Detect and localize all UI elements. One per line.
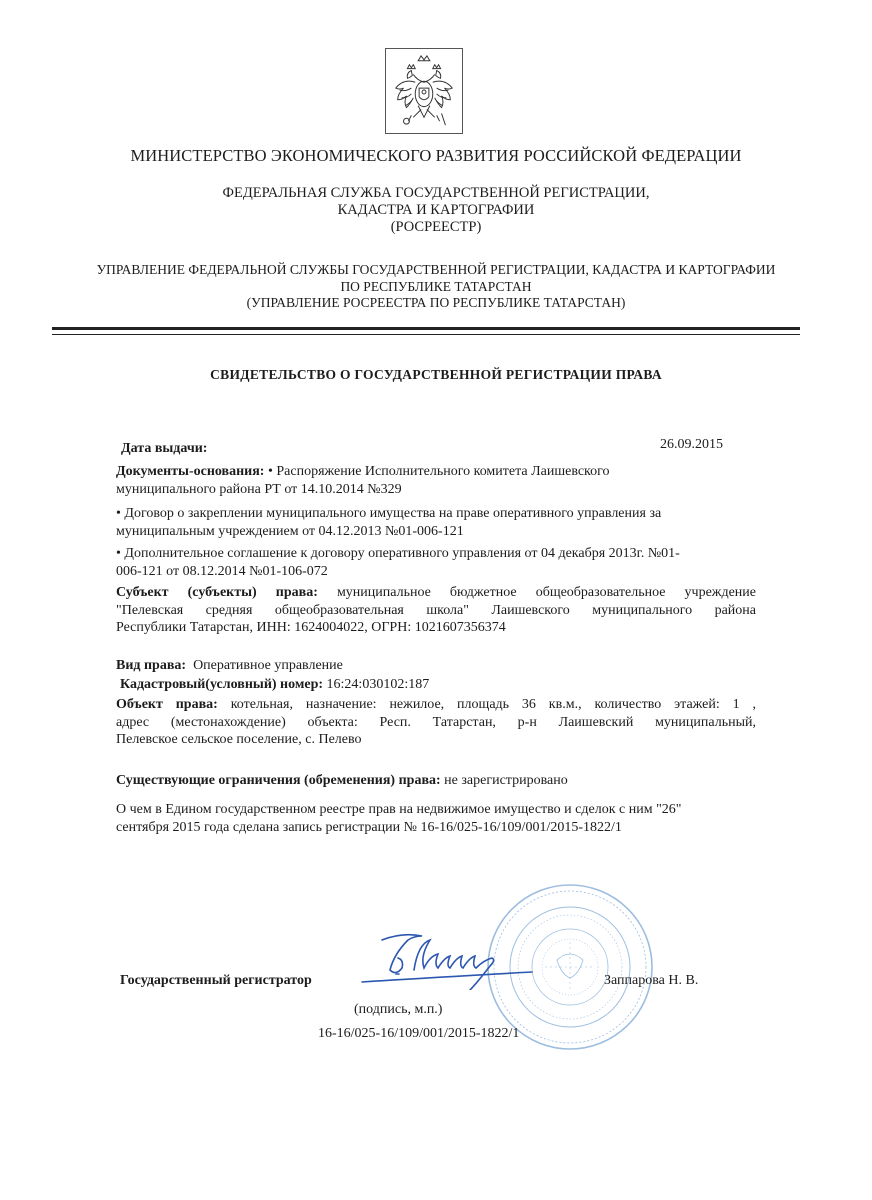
cadastral-value: 16:24:030102:187 <box>326 677 430 692</box>
registrar-name: Заппарова Н. В. <box>604 973 699 988</box>
signature-note: (подпись, м.п.) <box>354 1002 443 1017</box>
documents-section <box>116 463 756 498</box>
department-line: УПРАВЛЕНИЕ ФЕДЕРАЛЬНОЙ СЛУЖБЫ ГОСУДАРСТВЕННОЙ РЕГИСТРАЦИИ, КАДАСТРА И КАРТОГРАФИИ <box>96 262 776 277</box>
handwritten-signature <box>352 930 552 990</box>
federal-service-line: КАДАСТРА И КАРТОГРАФИИ <box>337 202 535 218</box>
header-divider-thin <box>52 334 800 335</box>
issue-date-value: 26.09.2015 <box>660 437 723 452</box>
header-divider-thick <box>52 327 800 330</box>
documents-label: Документы-основания: <box>116 464 265 479</box>
right-type-value: Оперативное управление <box>193 658 343 673</box>
document-item-line: • Договор о закреплении муниципального имущества на праве оперативного управления за <box>116 506 662 521</box>
registry-line: О чем в Едином государственном реестре прав на недвижимое имущество и сделок с ним "26" <box>116 802 682 817</box>
issue-date-label: Дата выдачи: <box>121 441 208 456</box>
subject-line: Республики Татарстан, ИНН: 1624004022, ОГРН: 1021607356374 <box>116 620 506 635</box>
object-section <box>116 696 756 749</box>
subject-line: "Пелевская средняя общеобразовательная школа" Лаишевского муниципального района <box>116 602 756 618</box>
document-item-line: муниципальным учреждением от 04.12.2013 №01-006-121 <box>116 523 464 539</box>
coat-of-arms-emblem <box>385 48 463 134</box>
subject-section <box>116 584 756 637</box>
certificate-title: СВИДЕТЕЛЬСТВО О ГОСУДАРСТВЕННОЙ РЕГИСТРАЦИИ ПРАВА <box>210 367 662 382</box>
cadastral-label: Кадастровый(условный) номер: <box>120 677 324 692</box>
object-line: котельная, назначение: нежилое, площадь 36 кв.м., количество этажей: 1 , <box>217 697 757 712</box>
document-item-line: • Дополнительное соглашение к договору оперативного управления от 04 декабря 2013г. №01- <box>116 546 680 561</box>
object-line: Пелевское сельское поселение, с. Пелево <box>116 732 362 747</box>
document-item-line: • Распоряжение Исполнительного комитета Лаишевского <box>267 464 610 479</box>
encumbrance-row <box>116 773 568 789</box>
double-headed-eagle-icon <box>386 49 462 133</box>
document-item <box>116 505 756 540</box>
subject-label: Субъект (субъекты) права: <box>116 585 318 600</box>
document-item-line: 006-121 от 08.12.2014 №01-106-072 <box>116 563 328 579</box>
document-item <box>116 545 756 580</box>
department-line: (УПРАВЛЕНИЕ РОСРЕЕСТРА ПО РЕСПУБЛИКЕ ТАТАРСТАН) <box>246 295 626 310</box>
cadastral-row <box>120 677 429 693</box>
signature-icon <box>352 930 552 990</box>
department-line: ПО РЕСПУБЛИКЕ ТАТАРСТАН <box>340 278 532 294</box>
department-title <box>0 262 872 312</box>
federal-service-title <box>0 185 872 236</box>
registry-line: сентября 2015 года сделана запись регистрации № 16-16/025-16/109/001/2015-1822/1 <box>116 819 622 835</box>
record-number: 16-16/025-16/109/001/2015-1822/1 <box>318 1026 520 1041</box>
document-item-line: муниципального района РТ от 14.10.2014 №329 <box>116 481 402 497</box>
registrar-label: Государственный регистратор <box>120 973 312 988</box>
federal-service-line: ФЕДЕРАЛЬНАЯ СЛУЖБА ГОСУДАРСТВЕННОЙ РЕГИСТРАЦИИ, <box>222 185 650 201</box>
encumbrance-label: Существующие ограничения (обременения) права: <box>116 773 441 788</box>
encumbrance-value: не зарегистрировано <box>444 773 568 788</box>
right-type-label: Вид права: <box>116 658 187 673</box>
registry-record <box>116 801 756 836</box>
subject-line: муниципальное бюджетное общеобразовательное учреждение <box>317 585 756 600</box>
right-type-row <box>116 658 343 674</box>
federal-service-line: (РОСРЕЕСТР) <box>390 219 482 235</box>
object-line: адрес (местонахождение) объекта: Респ. Татарстан, р-н Лаишевский муниципальный, <box>116 714 756 730</box>
object-label: Объект права: <box>116 697 218 712</box>
ministry-title: МИНИСТЕРСТВО ЭКОНОМИЧЕСКОГО РАЗВИТИЯ РОССИЙСКОЙ ФЕДЕРАЦИИ <box>130 146 742 165</box>
